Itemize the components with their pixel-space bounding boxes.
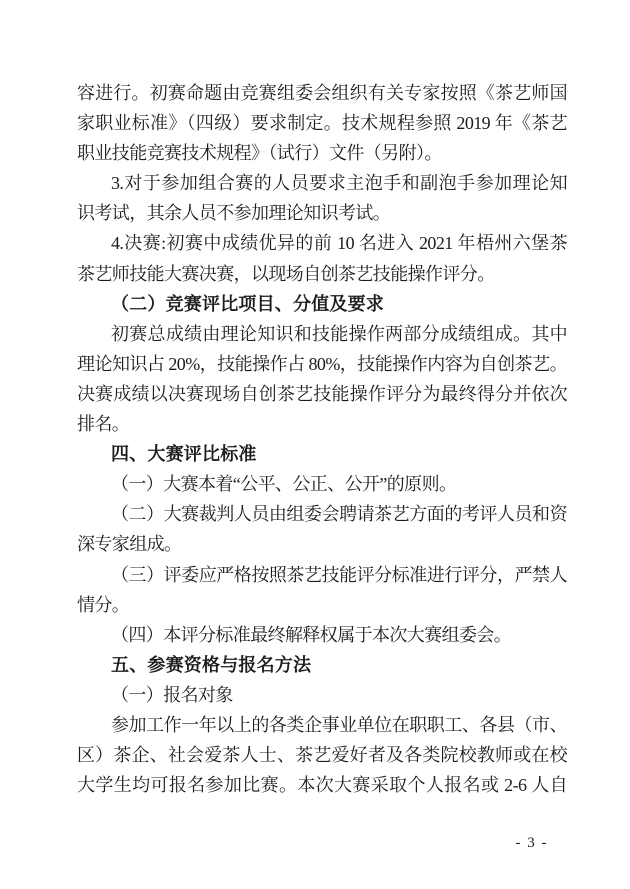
heading-evaluation-items: （二）竞赛评比项目、分值及要求 xyxy=(111,293,384,314)
body-text-line: 3.对于参加组合赛的人员要求主泡手和副泡手参加理论知 xyxy=(111,173,567,194)
page-number: - 3 - xyxy=(515,835,548,851)
body-text-line: 家职业标准》（四级）要求制定。技术规程参照 2019 年《茶艺 xyxy=(77,113,567,134)
heading-section4-evaluation-standard: 四、大赛评比标准 xyxy=(111,444,257,465)
body-text-line: 理论知识占 20%，技能操作占 80%，技能操作内容为自创茶艺。 xyxy=(77,353,567,374)
body-text-line: 区）茶企、社会爱茶人士、茶艺爱好者及各类院校教师或在校 xyxy=(77,745,567,766)
body-text-line: 深专家组成。 xyxy=(77,534,182,555)
body-text-line: 职业技能竞赛技术规程》（试行）文件（另附）。 xyxy=(77,143,442,164)
body-text-line: 识考试，其余人员不参加理论知识考试。 xyxy=(77,203,391,224)
body-text-line: （四）本评分标准最终解释权属于本次大赛组委会。 xyxy=(111,624,512,645)
body-text-line: 4.决赛:初赛中成绩优异的前 10 名进入 2021 年梧州六堡茶 xyxy=(111,233,567,254)
heading-section5-eligibility-registration: 五、参赛资格与报名方法 xyxy=(111,654,312,675)
body-text-line: 决赛成绩以决赛现场自创茶艺技能操作评分为最终得分并依次 xyxy=(77,383,567,404)
body-text-line: 初赛总成绩由理论知识和技能操作两部分成绩组成。其中 xyxy=(111,323,567,344)
body-text-line: （三）评委应严格按照茶艺技能评分标准进行评分，严禁人 xyxy=(111,564,567,585)
body-text-line: 参加工作一年以上的各类企事业单位在职职工、各县（市、 xyxy=(111,714,567,735)
body-text-line: 排名。 xyxy=(77,414,130,435)
subheading-registration-target: （一）报名对象 xyxy=(111,684,233,705)
body-text-line: 茶艺师技能大赛决赛，以现场自创茶艺技能操作评分。 xyxy=(77,263,495,284)
body-text-line: 容进行。初赛命题由竞赛组委会组织有关专家按照《茶艺师国 xyxy=(77,83,567,103)
body-text-line: （二）大赛裁判人员由组委会聘请茶艺方面的考评人员和资 xyxy=(111,504,567,525)
body-text-line: 情分。 xyxy=(77,594,130,615)
body-text-line: （一）大赛本着“公平、公正、公开”的原则。 xyxy=(111,474,457,495)
body-text-line: 大学生均可报名参加比赛。本次大赛采取个人报名或 2-6 人自 xyxy=(77,775,567,796)
document-body xyxy=(77,78,567,800)
